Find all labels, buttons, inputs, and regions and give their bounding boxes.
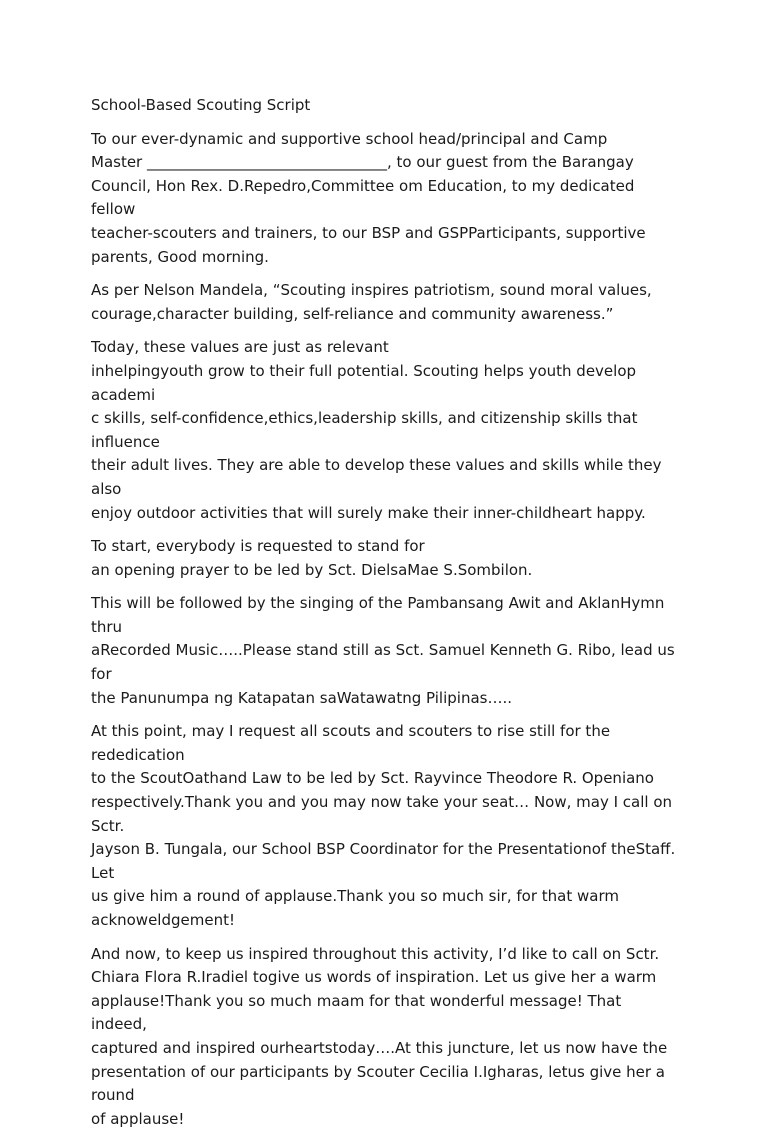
paragraph-oath-and-staff: At this point, may I request all scouts and scouters to rise still for the rededication to the ScoutOathand Law to be led by Sct. Rayvince Theodore R. Openiano respectively.Thank you and you may now take your seat… Now, may I call on Sctr. Jayson B. Tungala, our School BSP Coordinator for the Presentationof theStaff. Let us give him a round of applause.Thank you so much sir, for that warm acknoweldgement! bbox=[91, 722, 676, 929]
document-title: School-Based Scouting Script bbox=[91, 96, 311, 114]
paragraph-mandela-quote: As per Nelson Mandela, “Scouting inspires patriotism, sound moral values, courage,character building, self-reliance and community awareness.” bbox=[91, 281, 652, 323]
paragraph-values: Today, these values are just as relevant inhelpingyouth grow to their full potential. Scouting helps youth develop academi c skills, self-confidence,ethics,leadership skills, and citizenship skills that influence their adult lives. They are able to develop these values and skills while they also enjoy outdoor activities that will surely make their inner-childheart happy. bbox=[91, 338, 662, 522]
paragraph-greeting: To our ever-dynamic and supportive school head/principal and Camp Master ________________________________, to our guest from the Barangay Council, Hon Rex. D.Repedro,Committee om Education, to my dedicated fellow teacher-scouters and trainers, to our BSP and GSPParticipants, supportive parents, Good morning. bbox=[91, 129, 646, 266]
paragraph-anthem: This will be followed by the singing of the Pambansang Awit and AklanHymn thru aRecorded Music…..Please stand still as Sct. Samuel Kenneth G. Ribo, lead us for the Panunumpa ng Katapatan saWatawatng Pilipinas….. bbox=[91, 594, 675, 707]
paragraph-inspiration: And now, to keep us inspired throughout this activity, I’d like to call on Sctr. Chiara Flora R.Iradiel togive us words of inspiration. Let us give her a warm applause!Thank you so much maam for that wonderful message! That indeed, captured and inspired ourheartstoday….At this juncture, let us now have the presentation of our participants by Scouter Cecilia I.Igharas, letus give her a round of applause! bbox=[91, 944, 668, 1128]
document-body bbox=[91, 94, 681, 1141]
paragraph-opening-prayer: To start, everybody is requested to stand for an opening prayer to be led by Sct. DielsaMae S.Sombilon. bbox=[91, 537, 533, 579]
